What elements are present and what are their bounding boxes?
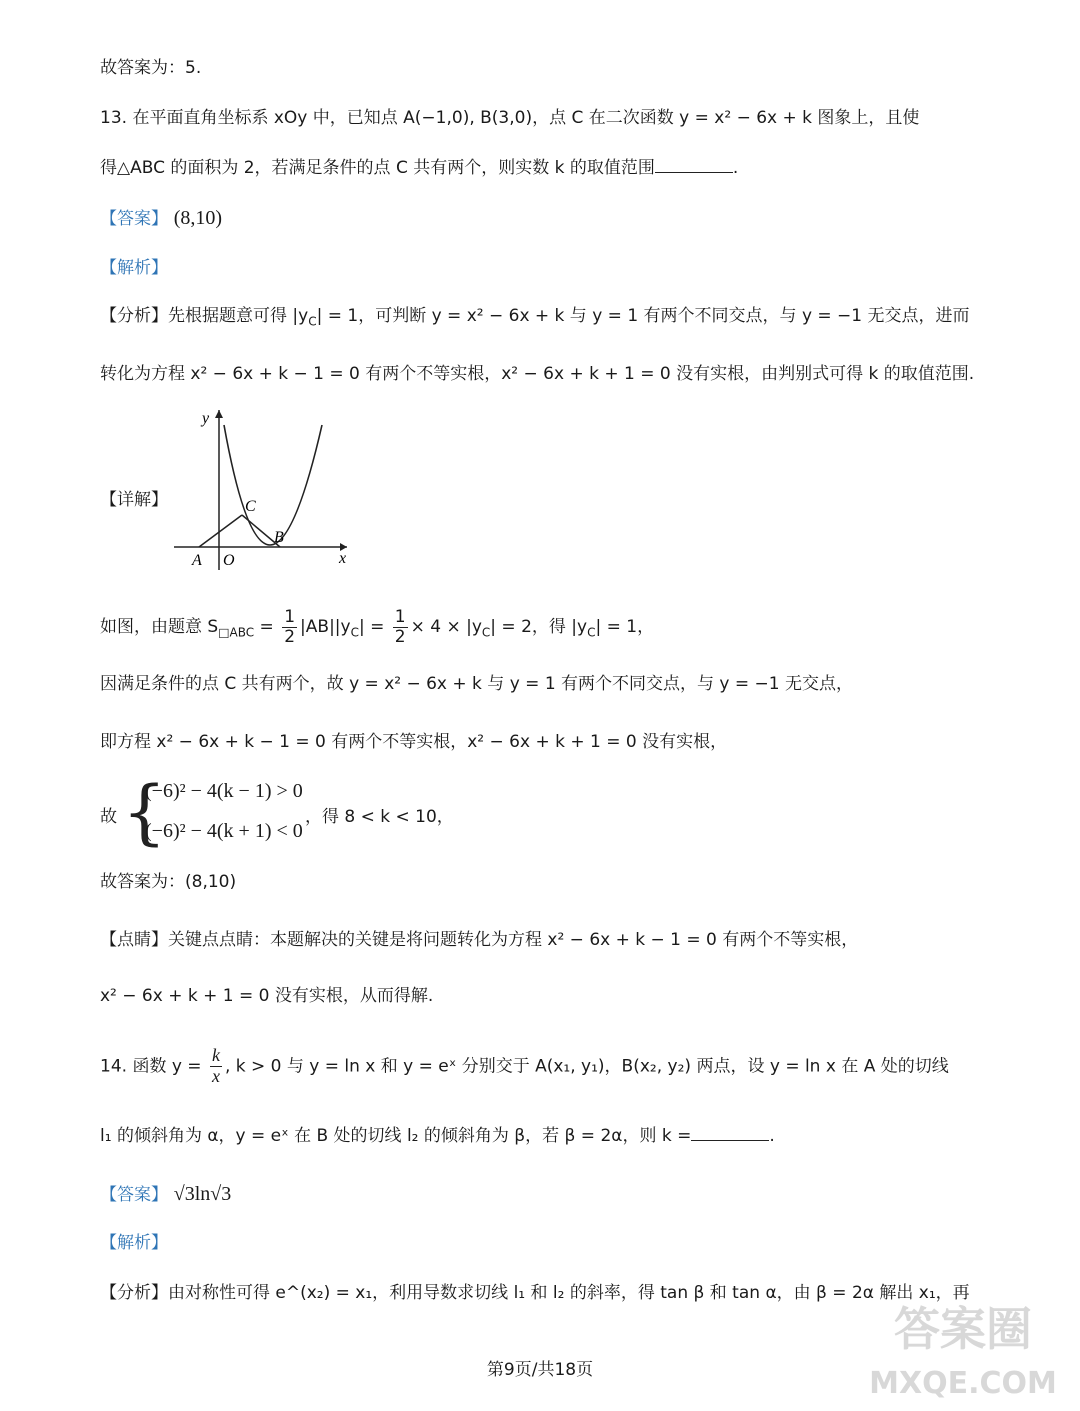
detail-13-line-2: 因满足条件的点 C 共有两个，故 y = x² − 6x + k 与 y = 1 有两个不同交点，与 y = −1 无交点， (100, 674, 854, 694)
q14-end: . (769, 1126, 775, 1146)
y-label: y (202, 410, 210, 427)
analysis-14-line-1 (100, 1283, 970, 1304)
subscript: C (481, 625, 491, 640)
frac-den: 2 (284, 626, 296, 647)
segment-ac (199, 515, 242, 547)
point-b-label: B (274, 529, 284, 546)
d1-end: |AB||y (300, 617, 351, 638)
question-14-line-2 (100, 1126, 775, 1147)
q14-b: l₁ 的倾斜角为 α，y = eˣ 在 B 处的切线 l₂ 的倾斜角为 β，若 β = 2α，则 k = (100, 1126, 692, 1146)
detail-13-line-3: 即方程 x² − 6x + k − 1 = 0 有两个不等实根，x² − 6x + k + 1 = 0 没有实根， (100, 732, 728, 752)
dianjing-13-line-1 (100, 930, 858, 951)
brace-icon: { (122, 771, 167, 853)
subscript: C (350, 625, 359, 640)
frac-den: x (211, 1065, 220, 1086)
y-axis-arrow-icon (215, 410, 223, 418)
d1-end4: | = 2，得 |y (490, 617, 588, 638)
d1-end5: | = 1， (595, 617, 655, 638)
watermark-top: 答案圈 (894, 1302, 1032, 1356)
frac-den: 2 (394, 626, 406, 647)
origin-label: O (223, 552, 235, 569)
answer-13 (100, 206, 222, 231)
parabola-figure (172, 405, 362, 575)
q13-text: 得△ABC 的面积为 2，若满足条件的点 C 共有两个，则实数 k 的取值范围 (100, 158, 655, 178)
analysis-13-line-2: 转化为方程 x² − 6x + k − 1 = 0 有两个不等实根，x² − 6x + k + 1 = 0 没有实根，由判别式可得 k 的取值范围. (100, 364, 975, 384)
page-footer: 第9页/共18页 (486, 1360, 594, 1380)
subscript: C (308, 314, 317, 329)
inequality-system (100, 772, 800, 854)
d1-sub: □ABC (218, 625, 255, 640)
d4-pre: 故 (100, 807, 117, 827)
fenxi-tag: 【分析】 (100, 306, 168, 326)
answer-blank (655, 158, 733, 173)
d1-end3: × 4 × |y (410, 617, 482, 638)
fraction-k-over-x (210, 1046, 222, 1087)
detail-13-line-1 (100, 608, 654, 646)
detail-13-line-5: 故答案为：(8,10) (100, 872, 237, 892)
q13-end: . (732, 158, 739, 178)
d4-post: ，得 8 < k < 10， (305, 807, 454, 827)
watermark-logo (868, 1285, 1058, 1405)
point-a-label: A (192, 552, 202, 569)
dianjing-13-line-2: x² − 6x + k + 1 = 0 没有实根，从而得解. (100, 986, 434, 1006)
d1-end2: | = (358, 617, 390, 638)
system-row-2: (−6)² − 4(k + 1) < 0 (145, 820, 303, 842)
dj-text: 关键点点睛：本题解决的关键是将问题转化为方程 x² − 6x + k − 1 = 0 有两个不等实根， (168, 930, 859, 950)
question-13-line-1: 13. 在平面直角坐标系 xOy 中，已知点 A(−1,0), B(3,0)，点 C 在二次函数 y = x² − 6x + k 图象上，且使 (100, 108, 920, 128)
d1-mid: = (254, 617, 280, 638)
frac-num: 1 (394, 607, 406, 627)
fx14-text: 由对称性可得 e^(x₂) = x₁，利用导数求切线 l₁ 和 l₂ 的斜率，得 tan β 和 tan α，由 β = 2α 解出 x₁，再 (168, 1283, 970, 1303)
fx-text-rest: | = 1，可判断 y = x² − 6x + k 与 y = 1 有两个不同交点，与 y = −1 无交点，进而 (316, 306, 970, 326)
point-c-label: C (245, 498, 256, 515)
fraction-half-2 (393, 608, 408, 646)
fx-text: 先根据题意可得 |y (168, 306, 309, 326)
subscript: C (587, 625, 596, 640)
q14-rest: , k > 0 与 y = ln x 和 y = eˣ 分别交于 A(x₁, y₁)，B(x₂, y₂) 两点，设 y = ln x 在 A 处的切线 (224, 1056, 949, 1077)
frac-num: 1 (284, 607, 296, 627)
detail-tag: 【详解】 (100, 490, 168, 510)
answer-value: √3ln√3 (173, 1183, 232, 1205)
watermark-bottom: MXQE.COM (869, 1366, 1057, 1401)
system-row-1: (−6)² − 4(k − 1) > 0 (145, 780, 303, 802)
analysis-tag: 【解析】 (100, 258, 168, 278)
analysis-13-line-1 (100, 306, 970, 329)
answer-blank (691, 1126, 769, 1141)
parabola-curve (224, 425, 322, 545)
answer-tag: 【答案】 (100, 1185, 168, 1205)
answer-14 (100, 1182, 231, 1207)
analysis-tag: 【解析】 (100, 1233, 168, 1253)
answer-value: (8,10) (173, 207, 223, 229)
text-line: 故答案为：5. (100, 58, 202, 78)
d1-pre: 如图，由题意 S (100, 617, 219, 638)
fenxi-tag: 【分析】 (100, 1283, 168, 1303)
dianjing-tag: 【点睛】 (100, 930, 168, 950)
x-label: x (339, 550, 347, 567)
fraction-half (282, 608, 297, 646)
q14-pre: 14. 函数 y = (100, 1056, 207, 1077)
question-13-line-2 (100, 158, 738, 179)
question-14-line-1 (100, 1046, 949, 1087)
answer-tag: 【答案】 (100, 209, 168, 229)
frac-num: k (211, 1045, 220, 1065)
